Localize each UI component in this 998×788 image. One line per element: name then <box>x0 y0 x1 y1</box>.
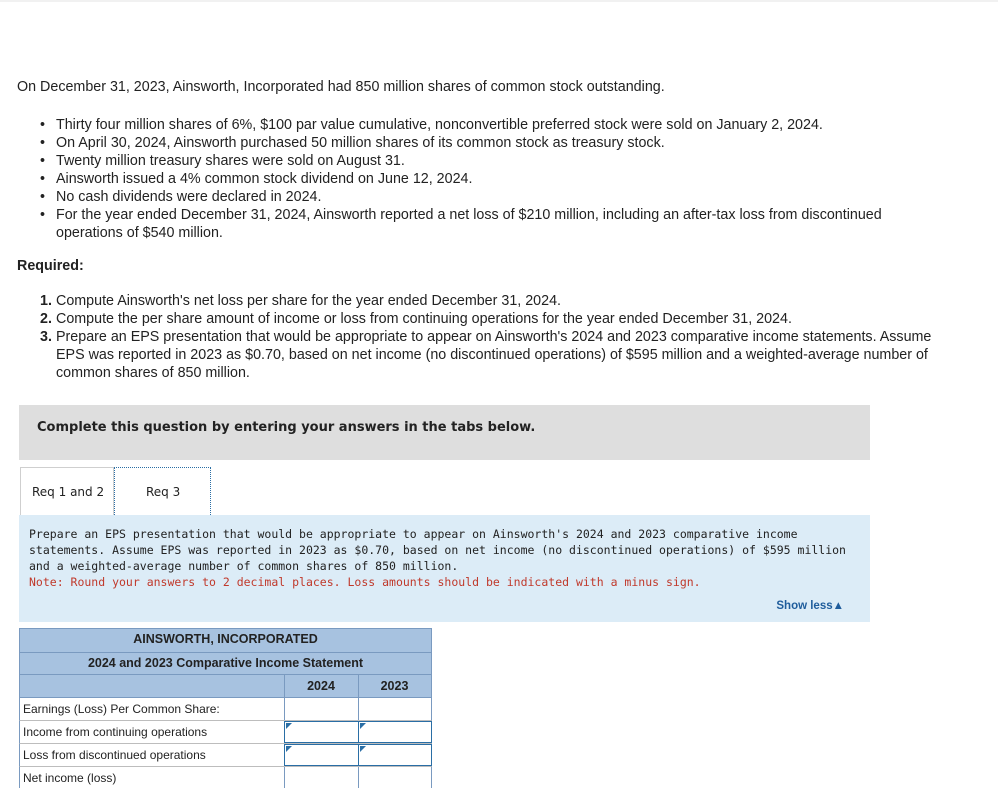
cell-2023 <box>358 698 432 720</box>
intro-text: On December 31, 2023, Ainsworth, Incorporated had 850 million shares of common stock outstanding. <box>17 79 665 95</box>
instruction-text: Complete this question by entering your answers in the tabs below. <box>37 420 536 435</box>
fact-item: • For the year ended December 31, 2024, Ainsworth reported a net loss of $210 million, including an after-tax loss from discontinued operations of $540 million. <box>40 206 940 242</box>
label-column-header <box>20 675 285 697</box>
table-row <box>19 767 432 788</box>
tab-label: Req 1 and 2 <box>32 485 105 499</box>
fact-item: • Ainsworth issued a 4% common stock dividend on June 12, 2024. <box>40 170 940 188</box>
table-row <box>19 721 432 744</box>
required-heading: Required: <box>17 258 84 274</box>
requirement-item <box>40 328 960 382</box>
instruction-banner <box>19 405 870 460</box>
row-label: Loss from discontinued operations <box>23 748 206 762</box>
table-row <box>19 698 432 721</box>
net-income-2023-cell <box>358 767 432 788</box>
discontinued-ops-2023-input[interactable] <box>358 744 432 766</box>
requirement-number: 2. <box>40 311 52 327</box>
fact-item: • Twenty million treasury shares were sold on August 31. <box>40 152 940 170</box>
tab-req-3[interactable] <box>114 467 211 515</box>
show-less-link[interactable]: Show less▲ <box>776 600 844 612</box>
row-label: Income from continuing operations <box>23 725 208 739</box>
column-header-2024: 2024 <box>284 675 359 697</box>
column-header-2023: 2023 <box>380 679 409 693</box>
requirement-item <box>40 292 960 310</box>
fact-item: • On April 30, 2024, Ainsworth purchased 50 million shares of its common stock as treasury stock. <box>40 134 940 152</box>
table-subtitle: 2024 and 2023 Comparative Income Statement <box>87 656 364 670</box>
net-income-2024-cell <box>284 767 359 788</box>
requirement-text: Compute Ainsworth's net loss per share for the year ended December 31, 2024. <box>56 293 561 309</box>
row-label: Earnings (Loss) Per Common Share: <box>23 702 220 716</box>
top-divider <box>0 0 998 2</box>
tab-panel <box>19 515 870 622</box>
table-row <box>19 744 432 767</box>
fact-item: • No cash dividends were declared in 2024. <box>40 188 940 206</box>
fact-item: • Thirty four million shares of 6%, $100 par value cumulative, nonconvertible preferred stock were sold on January 2, 2024. <box>40 116 940 134</box>
panel-instructions: Prepare an EPS presentation that would be appropriate to appear on Ainsworth's 2024 and 2023 comparative income statements. Assume EPS was reported in 2023 as $0.70, based on net income (no discontinued operations) of $595 million and a weighted-average number of common shares of 850 million. <box>29 527 846 573</box>
column-headers <box>19 675 432 698</box>
requirement-number: 1. <box>40 293 52 309</box>
continuing-ops-2023-input[interactable] <box>358 721 432 743</box>
header-divider <box>20 652 431 653</box>
requirement-item <box>40 310 960 328</box>
table-header <box>19 628 432 675</box>
requirement-number: 3. <box>40 329 52 345</box>
requirement-text: Prepare an EPS presentation that would be appropriate to appear on Ainsworth's 2024 and 2023 comparative income statements. Assume EPS was reported in 2023 as $0.70, based on net income (no discontinued operations) of $595 million and a weighted-average number of common shares of 850 million. <box>56 329 932 381</box>
cell-2024 <box>284 698 359 720</box>
tab-req-1-and-2[interactable] <box>20 467 114 515</box>
table-title: AINSWORTH, INCORPORATED <box>133 632 318 646</box>
discontinued-ops-2024-input[interactable] <box>284 744 359 766</box>
requirements-list <box>40 292 960 382</box>
eps-table <box>19 628 432 788</box>
facts-list <box>40 116 940 242</box>
continuing-ops-2024-input[interactable] <box>284 721 359 743</box>
panel-note: Note: Round your answers to 2 decimal places. Loss amounts should be indicated with a minus sign. <box>29 575 701 589</box>
requirement-text: Compute the per share amount of income or loss from continuing operations for the year ended December 31, 2024. <box>56 311 792 327</box>
row-label: Net income (loss) <box>23 771 117 785</box>
tab-label: Req 3 <box>146 485 181 499</box>
